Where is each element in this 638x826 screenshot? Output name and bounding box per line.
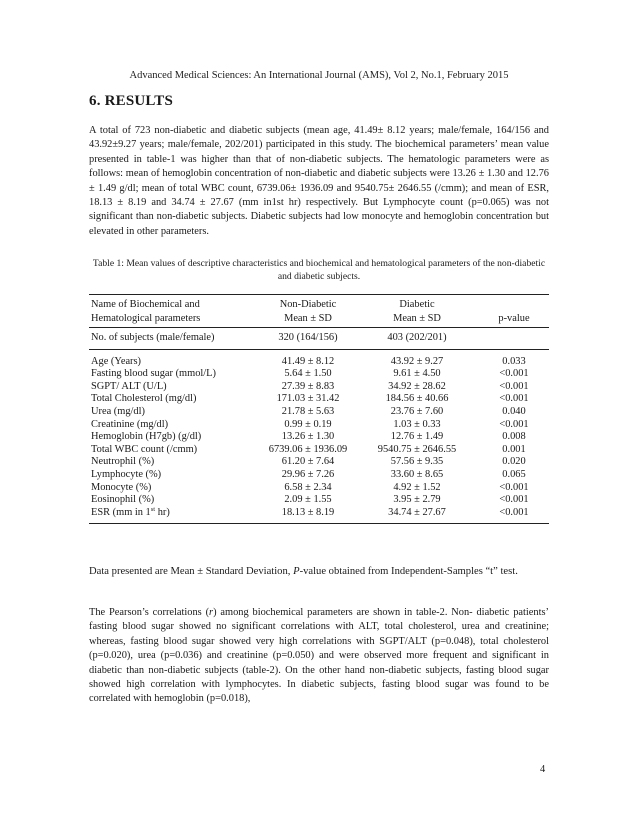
table-row (89, 368, 549, 381)
cell-p-value: 0.040 (502, 405, 526, 417)
cell-p-value: <0.001 (499, 481, 529, 493)
section-heading: 6. RESULTS (89, 93, 173, 109)
running-head: Advanced Medical Sciences: An International Journal (AMS), Vol 2, No.1, February 2015 (129, 70, 509, 81)
table-row (89, 393, 549, 406)
cell-p-value: <0.001 (499, 393, 529, 405)
table-note (89, 564, 549, 579)
cell-p-value: 0.001 (502, 443, 526, 455)
cell-diabetic: 43.92 ± 9.27 (390, 355, 444, 367)
cell-name: Creatinine (mg/dl) (91, 418, 169, 430)
cell-p-value: <0.001 (499, 380, 529, 392)
note-text-italic: P (293, 566, 300, 577)
table-row (89, 469, 549, 482)
cell-name: Hemoglobin (H7gb) (g/dl) (91, 431, 202, 443)
cell-name: Fasting blood sugar (mmol/L) (91, 368, 216, 380)
results-table (89, 294, 549, 524)
cell-name: Eosinophil (%) (91, 494, 155, 506)
paragraph2-italic: r (209, 607, 214, 618)
cell-name: Urea (mg/dl) (91, 405, 145, 417)
cell-name: Lymphocyte (%) (91, 468, 162, 480)
cell-p-value: 0.020 (502, 456, 526, 468)
cell-p-value: 0.065 (502, 468, 526, 480)
cell-diabetic: 4.92 ± 1.52 (393, 481, 441, 493)
cell-diabetic: 23.76 ± 7.60 (390, 405, 444, 417)
header-non-diabetic (261, 295, 355, 328)
table-row (89, 406, 549, 419)
cell-non-diabetic: 6.58 ± 2.34 (284, 481, 332, 493)
cell-diabetic: 9.61 ± 4.50 (393, 368, 441, 380)
page-number: 4 (540, 764, 546, 775)
cell-diabetic: 57.56 ± 9.35 (390, 456, 444, 468)
table-row (89, 494, 549, 507)
table-row (89, 456, 549, 469)
table-row (89, 349, 549, 368)
cell-p-value: <0.001 (499, 494, 529, 506)
paragraph2-pre: The Pearson’s correlations ( (89, 607, 210, 618)
table-row (89, 482, 549, 495)
cell-name: Age (Years) (91, 355, 142, 367)
cell-diabetic: 403 (202/201) (355, 328, 479, 350)
cell-name: Neutrophil (%) (91, 456, 155, 468)
header-parameter-line2: Hematological parameters (91, 312, 201, 324)
table-row-subjects (89, 328, 549, 350)
cell-diabetic: 184.56 ± 40.66 (385, 393, 449, 405)
cell-non-diabetic: 27.39 ± 8.83 (281, 380, 335, 392)
header-diabetic-line2: Mean ± SD (393, 312, 441, 324)
esr-name-superscript: st (150, 505, 156, 513)
cell-diabetic: 3.95 ± 2.79 (393, 494, 441, 506)
cell-name (89, 507, 261, 524)
note-text-pre: Data presented are Mean ± Standard Deviation, (89, 566, 294, 577)
cell-p-value (479, 328, 549, 350)
paragraph2-post: ) among biochemical parameters are shown in table-2. Non- diabetic patients’ fasting blood sugar showed no significant correlations with ALT, total cholesterol, urea and creatinine; whereas, fasting blood sugar showed very high correlations with SGPT/ALT (p=0.048), total cholesterol (p=0.020), urea (p=0.036) and creatinine (p=0.050) and were observed more frequent and significant in diabetic than non-diabetic subjects (table-2). On the other hand non-diabetic subjects, fasting blood sugar showed high correlation with lymphocytes. In diabetic subjects, fasting blood sugar was found to be correlated with hemoglobin (p=0.018), (89, 607, 549, 705)
cell-p-value: <0.001 (499, 418, 529, 430)
cell-diabetic: 34.92 ± 28.62 (388, 380, 446, 392)
header-parameter (89, 295, 261, 328)
header-diabetic-line1: Diabetic (399, 299, 435, 310)
table-row (89, 381, 549, 394)
cell-non-diabetic: 41.49 ± 8.12 (281, 355, 335, 367)
header-non-diabetic-line2: Mean ± SD (284, 312, 332, 324)
cell-name: Total WBC count (/cmm) (91, 443, 198, 455)
cell-p-value: 0.033 (502, 355, 526, 367)
cell-non-diabetic: 6739.06 ± 1936.09 (268, 443, 348, 455)
table-header-row (89, 295, 549, 328)
cell-diabetic: 1.03 ± 0.33 (393, 418, 441, 430)
cell-non-diabetic: 5.64 ± 1.50 (284, 368, 332, 380)
cell-diabetic: 34.74 ± 27.67 (355, 507, 479, 524)
header-p-value: p-value (479, 295, 549, 328)
cell-p-value: <0.001 (479, 507, 549, 524)
cell-non-diabetic: 61.20 ± 7.64 (281, 456, 335, 468)
header-diabetic (355, 295, 479, 328)
cell-non-diabetic: 0.99 ± 0.19 (284, 418, 332, 430)
cell-name: Total Cholesterol (mg/dl) (91, 393, 197, 405)
table-row-esr (89, 507, 549, 524)
cell-diabetic: 12.76 ± 1.49 (390, 431, 444, 443)
header-non-diabetic-line1: Non-Diabetic (279, 299, 337, 310)
cell-non-diabetic: 29.96 ± 7.26 (281, 468, 335, 480)
table-row (89, 419, 549, 432)
cell-non-diabetic: 18.13 ± 8.19 (261, 507, 355, 524)
cell-non-diabetic: 13.26 ± 1.30 (281, 431, 335, 443)
cell-p-value: <0.001 (499, 368, 529, 380)
cell-name: No. of subjects (male/female) (89, 328, 261, 350)
cell-non-diabetic: 2.09 ± 1.55 (284, 494, 332, 506)
cell-name: Monocyte (%) (91, 481, 152, 493)
cell-diabetic: 9540.75 ± 2646.55 (377, 443, 457, 455)
results-paragraph-2 (89, 606, 549, 707)
results-paragraph-1: A total of 723 non-diabetic and diabetic subjects (mean age, 41.49± 8.12 years; male/female, 164/156 and 43.92±9.27 years; male/female, 202/201) participated in this study. The biochemical parameters’ mean value presented in table-1 was higher than that of non-diabetic subjects. The hematologic parameters were as follows: mean of hemoglobin concentration of non-diabetic and diabetic subjects were 13.26 ± 1.30 and 12.76 ± 1.49 g/dl; mean of total WBC count, 6739.06± 1936.09 and 9540.75± 2646.55 (/cmm); and mean of ESR, 18.13 ± 8.19 and 34.74 ± 27.67 (mm in1st hr) respectively. But Lymphocyte count (p=0.065) was not significant than non-diabetic subjects. Diabetic subjects had low monocyte and hemoglobin concentration but elevated in other parameters. (89, 125, 549, 237)
cell-non-diabetic: 320 (164/156) (261, 328, 355, 350)
cell-name: SGPT/ ALT (U/L) (91, 380, 167, 392)
table-caption: Table 1: Mean values of descriptive characteristics and biochemical and hematological parameters of the non-diabetic and diabetic subjects. (92, 258, 546, 282)
cell-diabetic: 33.60 ± 8.65 (390, 468, 444, 480)
table-row (89, 444, 549, 457)
cell-non-diabetic: 21.78 ± 5.63 (281, 405, 335, 417)
cell-non-diabetic: 171.03 ± 31.42 (276, 393, 340, 405)
cell-p-value: 0.008 (502, 431, 526, 443)
esr-name-post: hr) (155, 506, 170, 518)
note-text-post: -value obtained from Independent-Samples “t” test. (299, 566, 518, 577)
table-row (89, 431, 549, 444)
header-parameter-line1: Name of Biochemical and (91, 299, 200, 310)
esr-name-pre: ESR (mm in 1 (91, 506, 151, 518)
